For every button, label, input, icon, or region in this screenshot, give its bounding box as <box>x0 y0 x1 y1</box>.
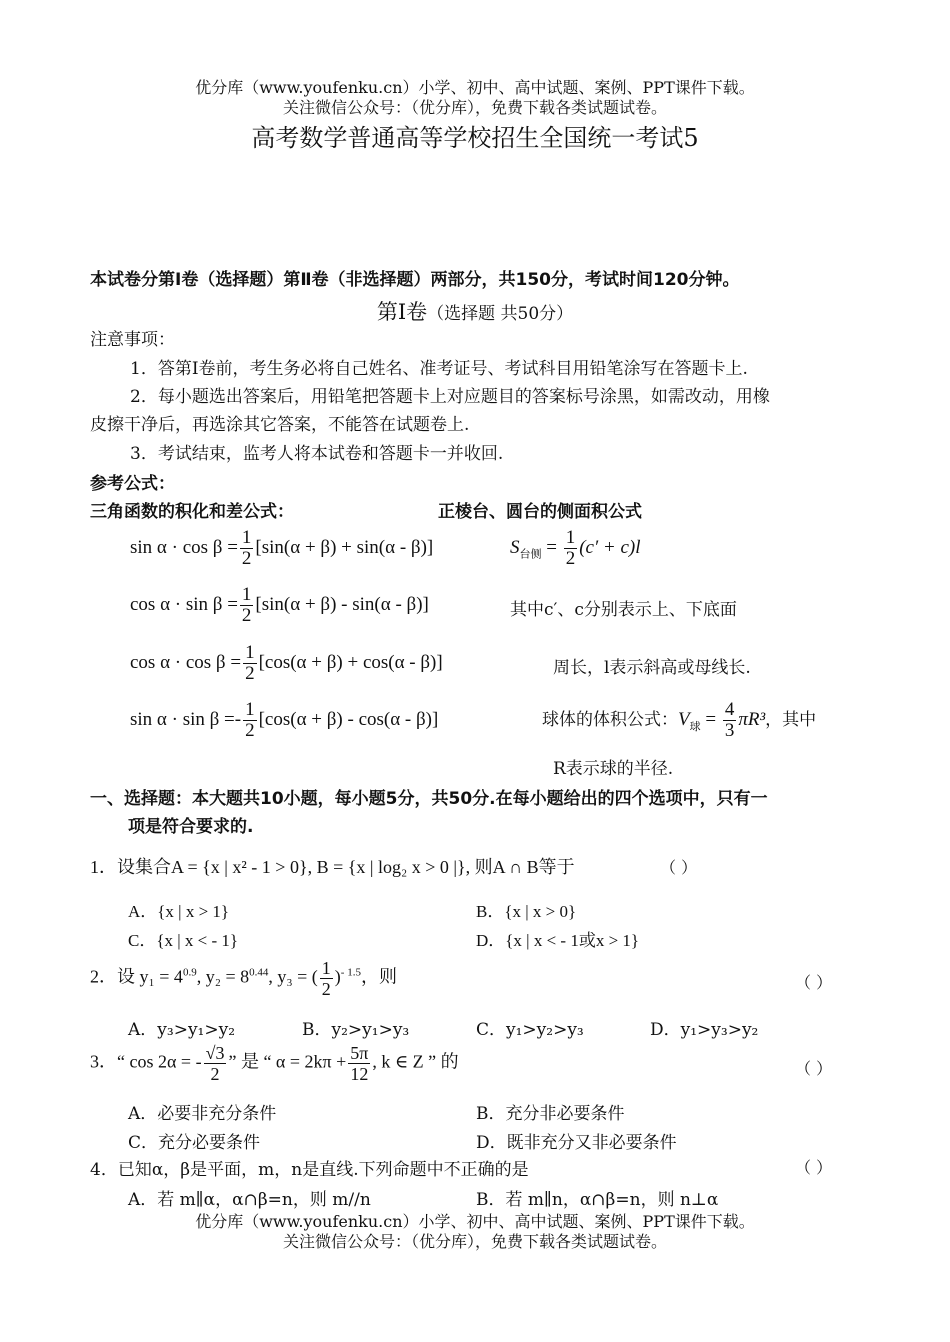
option: D．既非充分又非必要条件 <box>476 1133 677 1153</box>
option: C．y₁>y₂>y₃ <box>476 1020 584 1040</box>
notice-item: 2．每小题选出答案后，用铅笔把答题卡上对应题目的答案标号涂黑，如需改动，用橡 <box>130 387 770 407</box>
sphere-desc: R表示球的半径. <box>553 759 674 779</box>
frustum-heading: 正棱台、圆台的侧面积公式 <box>438 502 642 522</box>
frustum-desc-1: 其中c′、c分别表示上、下底面 <box>510 600 737 620</box>
option: C．{x | x < - 1} <box>128 931 239 950</box>
question-4-stem: 4．已知α，β是平面，m，n是直线.下列命题中不正确的是 <box>90 1160 529 1180</box>
trig-formula: sin α · cos β = $\frac{1}{2}$ [sin(α + β) + sin(α - β)] <box>130 527 434 569</box>
question-3-stem: 3．“ cos 2α = - $\frac{√3}{2}$ ” 是 “ α = 2kπ + $\frac{5\pi}{12}$ , k ∈ Z ” 的 <box>90 1043 459 1084</box>
part1-heading: 一、选择题：本大题共10小题，每小题5分，共50分.在每小题给出的四个选项中，只有一 <box>90 789 768 809</box>
header-line-2: 关注微信公众号：（优分库），免费下载各类试题试卷。 <box>282 98 667 117</box>
exam-intro: 本试卷分第Ⅰ卷（选择题）第Ⅱ卷（非选择题）两部分，共150分，考试时间120分钟。 <box>90 270 740 290</box>
section-label: 第Ⅰ卷 <box>376 300 428 324</box>
notice-item: 3．考试结束，监考人将本试卷和答题卡一并收回. <box>130 444 504 464</box>
question-2-stem: 2．设 $y_1 = 4^{0.9}$, $y_2 = 8^{0.44}$, y₃ = ( $\frac{1}{2}$ )$^{- 1.5}$，则 <box>90 958 397 999</box>
option: D．y₁>y₃>y₂ <box>650 1020 759 1040</box>
option: B．充分非必要条件 <box>476 1104 625 1124</box>
option: A．{x | x > 1} <box>128 902 230 921</box>
option: D．{x | x < - 1或x > 1} <box>476 931 640 950</box>
frustum-formula: $S_{台侧}$ = $\frac{1}{2}$ (c′ + c)l <box>510 527 641 569</box>
header-line-1: 优分库（www.youfenku.cn）小学、初中、高中试题、案例、PPT课件下载。 <box>195 78 755 97</box>
option: A．若 m∥α，α∩β=n，则 m//n <box>128 1190 371 1210</box>
answer-paren: （ ） <box>660 858 698 877</box>
section-note: （选择题 共50分） <box>427 304 574 324</box>
notice-item: 皮擦干净后，再选涂其它答案，不能答在试题卷上. <box>90 415 470 435</box>
option: B．y₂>y₁>y₃ <box>302 1020 410 1040</box>
answer-paren: （ ） <box>795 1158 833 1177</box>
option: B．若 m∥n，α∩β=n，则 n⊥α <box>476 1190 719 1210</box>
frustum-desc-2: 周长，l表示斜高或母线长. <box>553 658 751 678</box>
option: B．{x | x > 0} <box>476 902 577 921</box>
answer-paren: （ ） <box>795 1059 833 1078</box>
formula-heading: 参考公式： <box>90 474 175 494</box>
trig-formula: cos α · cos β = $\frac{1}{2}$ [cos(α + β) + cos(α - β)] <box>130 642 443 684</box>
notice-item: 1．答第Ⅰ卷前，考生务必将自己姓名、准考证号、考试科目用铅笔涂写在答题卡上. <box>130 359 748 379</box>
option: A．y₃>y₁>y₂ <box>128 1020 236 1040</box>
question-1-stem: 1．设集合A = {x | x² - 1 > 0}, B = {x | log₂ x > 0 |}, 则A ∩ B等于 <box>90 857 575 877</box>
sphere-formula: 球体的体积公式：$V_球$ = $\frac{4}{3}$ πR³，其中 <box>542 699 817 741</box>
footer-line-1: 优分库（www.youfenku.cn）小学、初中、高中试题、案例、PPT课件下载。 <box>195 1212 755 1231</box>
trig-heading: 三角函数的积化和差公式： <box>90 502 294 522</box>
section-heading <box>0 296 950 326</box>
part1-heading-2: 项是符合要求的. <box>128 817 254 837</box>
option: C．充分必要条件 <box>128 1133 261 1153</box>
option: A．必要非充分条件 <box>128 1104 277 1124</box>
trig-formula: cos α · sin β = $\frac{1}{2}$ [sin(α + β) - sin(α - β)] <box>130 584 429 626</box>
notice-heading: 注意事项： <box>90 330 175 350</box>
page-title: 高考数学普通高等学校招生全国统一考试5 <box>251 124 699 152</box>
trig-formula: sin α · sin β =- $\frac{1}{2}$ [cos(α + β) - cos(α - β)] <box>130 699 439 741</box>
answer-paren: （ ） <box>795 973 833 992</box>
footer-line-2: 关注微信公众号：（优分库），免费下载各类试题试卷。 <box>282 1232 667 1251</box>
